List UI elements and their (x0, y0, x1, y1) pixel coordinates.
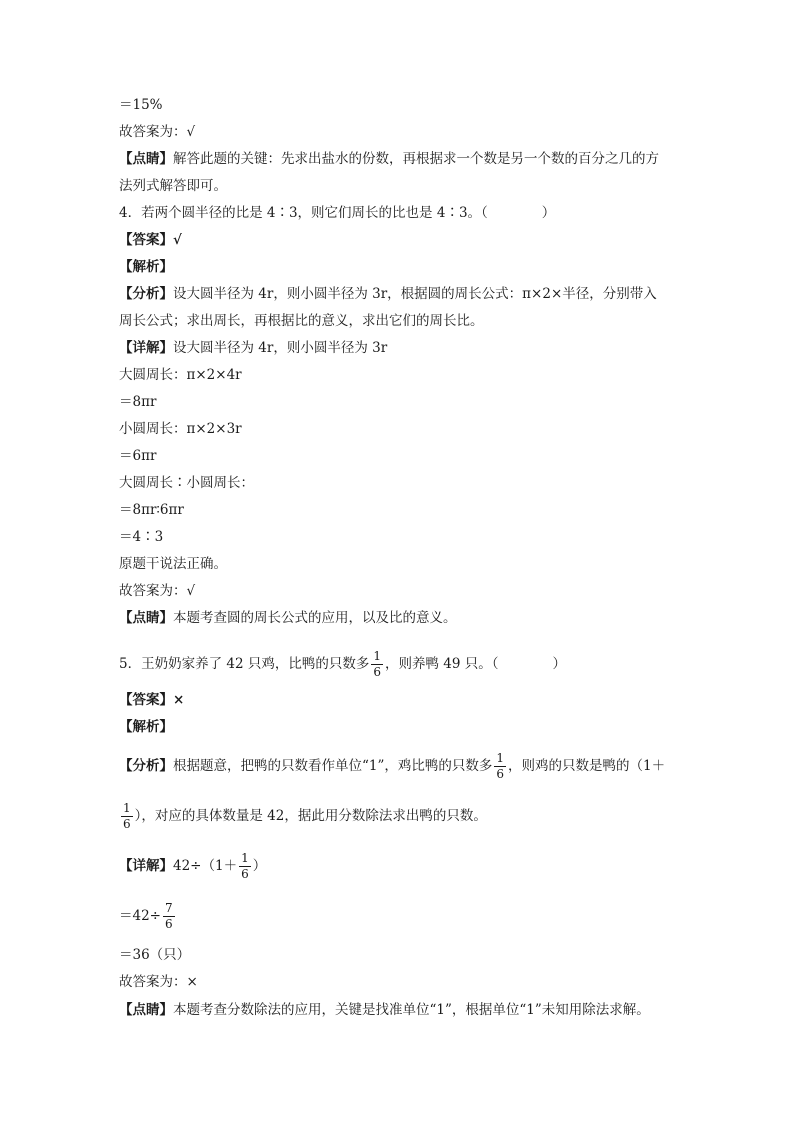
q5-final-answer: 故答案为：× (119, 974, 198, 990)
q4-step: ＝6πr (119, 448, 157, 464)
q4-step: 大圆周长∶小圆周长： (119, 475, 254, 491)
tag-xiangjie: 【详解】 (119, 340, 173, 356)
text: 5．王奶奶家养了 42 只鸡，比鸭的只数多 (119, 656, 370, 672)
text: 根据题意，把鸭的只数看作单位“1”，鸡比鸭的只数多 (173, 758, 493, 774)
line-dianjing-cont: 法列式解答即可。 (119, 178, 227, 194)
fraction-one-sixth (494, 751, 506, 782)
tag-dianjing: 【点睛】 (119, 610, 173, 626)
line-answer-check: 故答案为：√ (119, 124, 196, 140)
tag-dianjing: 【点睛】 (119, 1002, 173, 1018)
numerator: 1 (123, 801, 131, 815)
denominator: 6 (165, 917, 173, 931)
fraction-one-sixth (239, 851, 251, 882)
numerator: 1 (496, 751, 505, 765)
tag-fenxi: 【分析】 (119, 758, 173, 774)
denominator: 6 (123, 817, 131, 831)
text: ，则养鸭 49 只。（ ） (385, 656, 567, 672)
q4-step: 大圆周长：π×2×4r (119, 367, 242, 383)
fraction-seven-sixths (163, 901, 175, 932)
tag-xiangjie: 【详解】 (119, 858, 173, 874)
text: ），对应的具体数量是 42，据此用分数除法求出鸭的只数。 (134, 808, 487, 824)
q4-xiangjie (119, 338, 387, 358)
text: ＝42÷ (119, 908, 161, 924)
q4-step: ＝4∶3 (119, 529, 164, 545)
q4-fenxi-cont: 周长公式；求出周长，再根据比的意义，求出它们的周长比。 (119, 313, 484, 329)
text: 设大圆半径为 4r，则小圆半径为 3r (173, 340, 388, 356)
text: ，则鸡的只数是鸭的（1＋ (508, 758, 666, 774)
numerator: 7 (165, 901, 173, 915)
q4-step: ＝8πr (119, 394, 157, 410)
question-5 (119, 646, 566, 682)
q5-xiangjie (119, 848, 266, 884)
q4-jiexi: 【解析】 (119, 259, 173, 275)
text: 42÷（1＋ (173, 858, 238, 874)
question-4: 4．若两个圆半径的比是 4∶3，则它们周长的比也是 4∶3。（ ） (119, 205, 556, 221)
q4-answer: 【答案】√ (119, 232, 182, 248)
numerator: 1 (241, 851, 249, 865)
denominator: 6 (373, 665, 381, 679)
tag-dianjing: 【点睛】 (119, 151, 173, 167)
q4-step: ＝8πr∶6πr (119, 502, 184, 518)
q5-fenxi-cont (119, 798, 487, 834)
line-dianjing (119, 149, 659, 169)
numerator: 1 (373, 649, 381, 663)
fraction-one-sixth (371, 649, 383, 680)
q5-jiexi: 【解析】 (119, 719, 173, 735)
denominator: 6 (241, 867, 249, 881)
q5-step: ＝36（只） (119, 947, 191, 963)
q4-step: 小圆周长：π×2×3r (119, 421, 242, 437)
q5-step (119, 898, 177, 934)
text: 设大圆半径为 4r，则小圆半径为 3r，根据圆的周长公式：π×2×半径，分别带入 (173, 286, 657, 302)
tag-fenxi: 【分析】 (119, 286, 173, 302)
q4-final-answer: 故答案为：√ (119, 583, 196, 599)
fraction-one-sixth (121, 801, 133, 832)
q5-fenxi (119, 748, 665, 784)
q4-conclusion: 原题干说法正确。 (119, 556, 227, 572)
denominator: 6 (496, 767, 505, 781)
q5-answer: 【答案】× (119, 692, 185, 708)
q4-fenxi (119, 284, 657, 304)
q4-dianjing (119, 608, 457, 628)
line-result-15pct: ＝15% (119, 97, 163, 113)
q5-dianjing (119, 1000, 650, 1020)
text: 本题考查分数除法的应用，关键是找准单位“1”，根据单位“1”未知用除法求解。 (173, 1002, 650, 1018)
text: 本题考查圆的周长公式的应用，以及比的意义。 (173, 610, 457, 626)
text: ） (252, 858, 267, 874)
text: 解答此题的关键：先求出盐水的份数，再根据求一个数是另一个数的百分之几的方 (173, 151, 659, 167)
